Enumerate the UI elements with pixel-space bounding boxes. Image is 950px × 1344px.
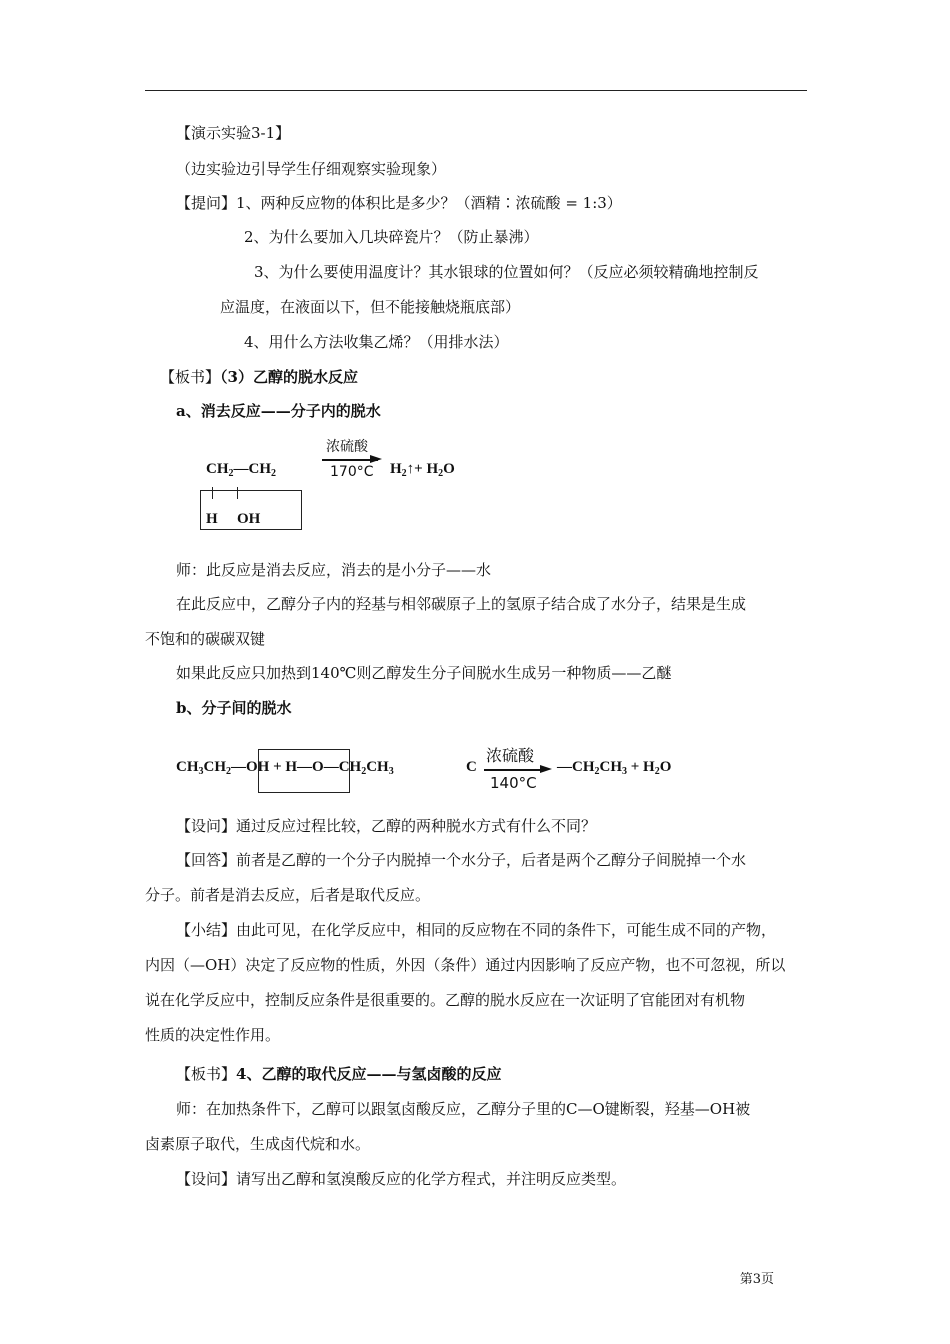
- product-formula: $H_2↑+ H_2O$: [390, 461, 455, 479]
- reactant-formula: $CH_3CH_2—OH$ + $H—O—CH_2CH_3$: [176, 759, 394, 777]
- board-tag: 【板书】: [160, 368, 221, 386]
- summary-line: 【小结】由此可见，在化学反应中，相同的反应物在不同的条件下，可能生成不同的产物，: [176, 921, 777, 939]
- elimination-box: [258, 749, 350, 793]
- eliminated-oh: OH: [237, 511, 261, 527]
- question-line: 【设问】通过反应过程比较，乙醇的两种脱水方式有什么不同？: [176, 817, 597, 835]
- arrow-head-icon: [370, 455, 382, 463]
- demo-heading: 【演示实验3-1】: [176, 124, 291, 142]
- product-formula: $—CH_2CH_3 + H_2O$: [557, 759, 672, 777]
- board-tag: 【板书】: [176, 1065, 237, 1083]
- reactant-formula: $CH_2—CH_2$: [206, 461, 276, 479]
- question-line: 【提问】1、两种反应物的体积比是多少？（酒精∶浓硫酸 = 1:3）: [176, 194, 622, 212]
- temperature-label: 140°C: [490, 774, 537, 792]
- text-line: 不饱和的碳碳双键: [145, 630, 266, 648]
- reagent-label: 浓硫酸: [486, 746, 535, 765]
- temperature-label: 170°C: [330, 464, 374, 480]
- answer-line: 【回答】前者是乙醇的一个分子内脱掉一个水分子，后者是两个乙醇分子间脱掉一个水: [176, 851, 747, 869]
- question-line: 3、为什么要使用温度计？其水银球的位置如何？（反应必须较精确地控制反: [254, 263, 759, 281]
- board-heading: [176, 1064, 501, 1084]
- text-line: 如果此反应只加热到140℃则乙醇发生分子间脱水生成另一种物质——乙醚: [176, 664, 672, 682]
- section-heading: a、消去反应——分子内的脱水: [176, 402, 381, 420]
- reaction-arrow: [484, 769, 544, 771]
- text-line: 师：此反应是消去反应，消去的是小分子——水: [176, 561, 492, 579]
- board-title: 4、乙醇的取代反应——与氢卤酸的反应: [236, 1065, 502, 1083]
- question-line: 【设问】请写出乙醇和氢溴酸反应的化学方程式，并注明反应类型。: [176, 1170, 627, 1188]
- text-line: 性质的决定性作用。: [145, 1026, 281, 1044]
- board-heading: [160, 367, 358, 387]
- text-line: 分子。前者是消去反应，后者是取代反应。: [145, 886, 431, 904]
- text-line: 师：在加热条件下，乙醇可以跟氢卤酸反应，乙醇分子里的C—O键断裂，羟基—OH被: [176, 1100, 751, 1118]
- text-line: 应温度，在液面以下，但不能接触烧瓶底部）: [220, 298, 521, 316]
- text-line: 内因（—OH）决定了反应物的性质，外因（条件）通过内因影响了反应产物，也不可忽视，所以: [145, 956, 786, 974]
- page-number: 第3页: [739, 1272, 774, 1287]
- eliminated-h: H: [206, 511, 218, 527]
- arrow-head-icon: [540, 765, 552, 773]
- header-rule: [145, 90, 807, 91]
- text-line: （边实验边引导学生仔细观察实验现象）: [176, 160, 447, 178]
- question-line: 4、用什么方法收集乙烯？（用排水法）: [244, 333, 509, 351]
- reagent-label: 浓硫酸: [326, 439, 368, 455]
- text-line: 说在化学反应中，控制反应条件是很重要的。乙醇的脱水反应在一次证明了官能团对有机物: [145, 991, 746, 1009]
- partial-formula: C: [466, 759, 477, 775]
- question-line: 2、为什么要加入几块碎瓷片？（防止暴沸）: [244, 228, 539, 246]
- text-line: 卤素原子取代，生成卤代烷和水。: [145, 1135, 371, 1153]
- board-title: （3）乙醇的脱水反应: [220, 368, 358, 386]
- section-heading: b、分子间的脱水: [176, 699, 292, 717]
- text-line: 在此反应中，乙醇分子内的羟基与相邻碳原子上的氢原子结合成了水分子，结果是生成: [176, 595, 747, 613]
